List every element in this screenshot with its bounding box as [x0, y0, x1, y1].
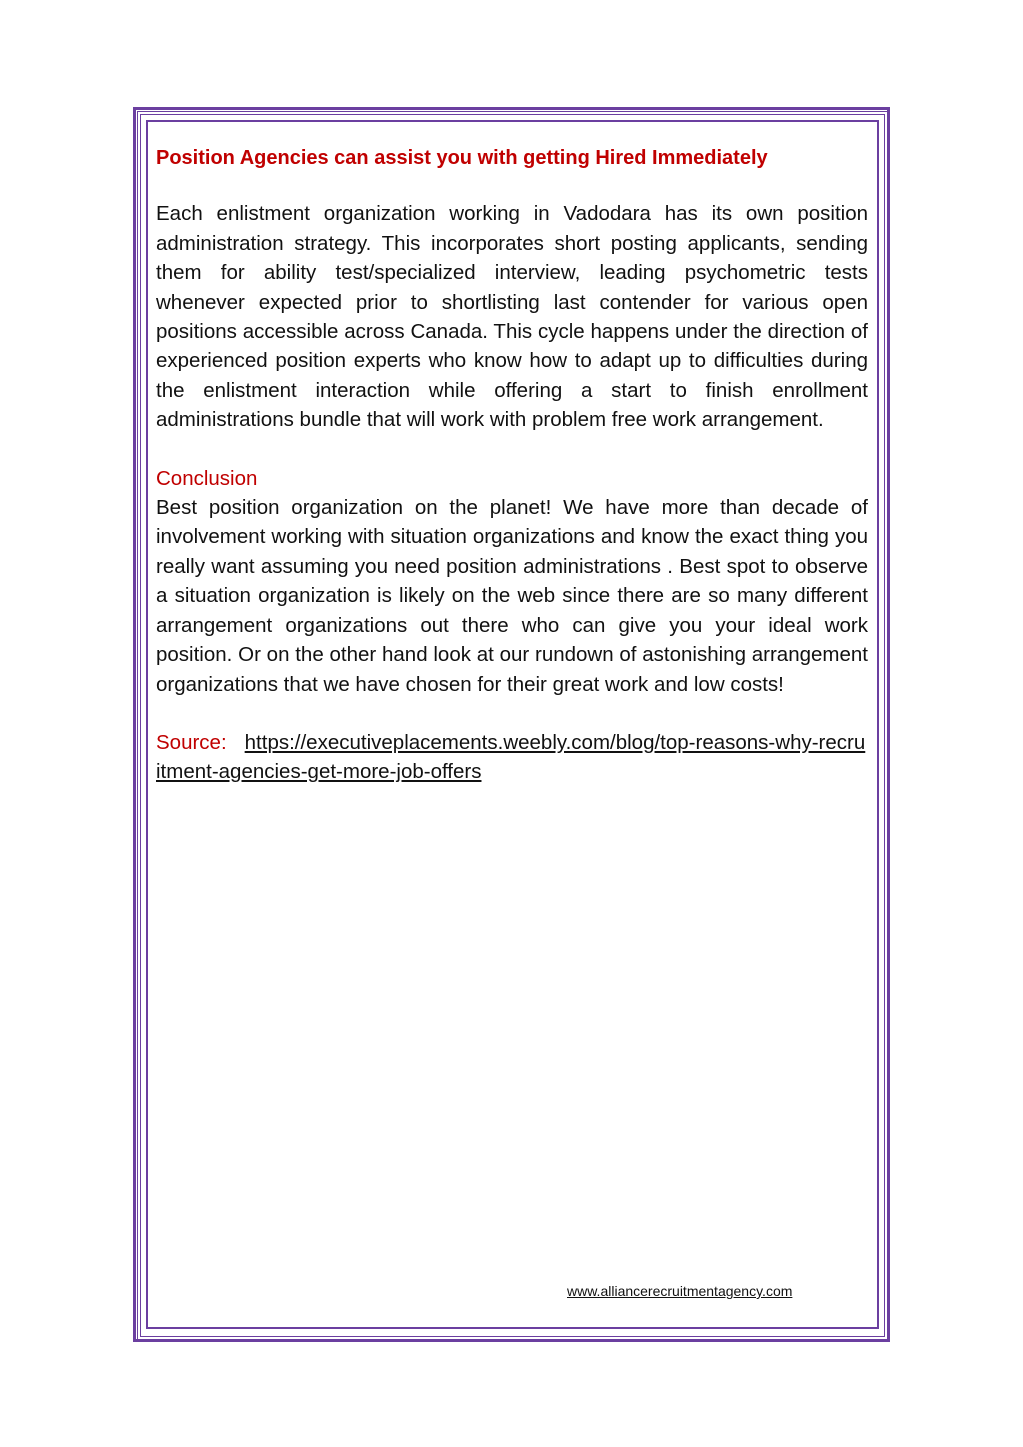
conclusion-heading: Conclusion — [156, 466, 258, 490]
intro-paragraph: Each enlistment organization working in Vadodara has its own position administration strategy. This incorporates short posting applicants, sending them for ability test/specialized interview, leading psychometric tests whenever expected prior to shortlisting last contender for various open positions accessible across Canada. This cycle happens under the direction of experienced position experts who know how to adapt up to difficulties during the enlistment interaction while offering a start to finish enrollment administrations bundle that will work with problem free work arrangement. — [156, 202, 868, 432]
document-body — [156, 144, 868, 787]
footer-website-link[interactable]: www.alliancerecruitmentagency.com — [567, 1283, 793, 1299]
document-heading: Position Agencies can assist you with getting Hired Immediately — [156, 147, 768, 169]
source-line — [156, 728, 868, 787]
source-label: Source: — [156, 730, 227, 754]
conclusion-paragraph: Best position organization on the planet! We have more than decade of involvement working with situation organizations and know the exact thing you really want assuming you need position administrations . Best spot to observe a situation organization is likely on the web since there are so many different arrangement organizations out there who can give you your ideal work position. Or on the other hand look at our rundown of astonishing arrangement organizations that we have chosen for their great work and low costs! — [156, 496, 868, 696]
source-link[interactable]: https://executiveplacements.weebly.com/blog/top-reasons-why-recruitment-agencies-get-more-job-offers — [156, 730, 866, 784]
